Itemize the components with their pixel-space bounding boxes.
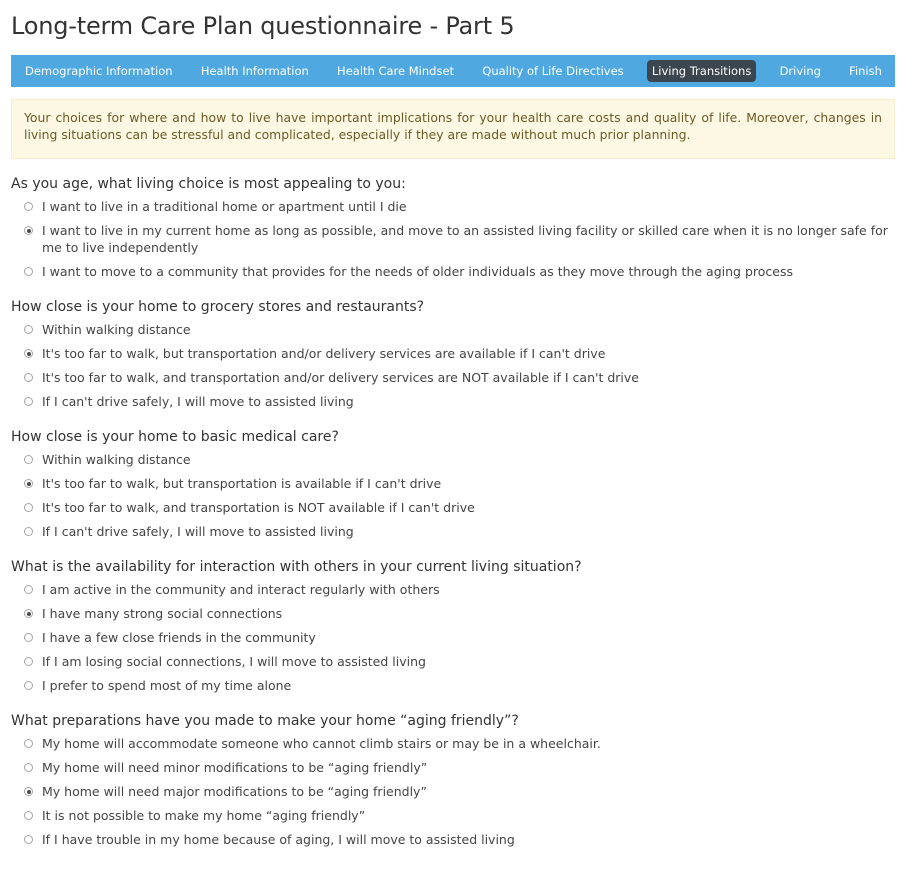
radio-button[interactable] xyxy=(24,739,33,748)
page-title: Long-term Care Plan questionnaire - Part 5 xyxy=(11,12,515,40)
question-living-choice xyxy=(11,176,895,280)
radio-option[interactable] xyxy=(11,807,895,824)
question-title: What preparations have you made to make your home “aging friendly”? xyxy=(11,713,519,729)
question-aging-friendly-home xyxy=(11,713,895,848)
radio-label: Within walking distance xyxy=(42,322,191,337)
question-grocery-distance xyxy=(11,299,895,410)
radio-label: If I am losing social connections, I will move to assisted living xyxy=(42,654,426,669)
radio-option[interactable] xyxy=(11,345,895,362)
question-title: How close is your home to grocery stores and restaurants? xyxy=(11,299,425,315)
radio-button[interactable] xyxy=(24,633,33,642)
radio-label: If I can't drive safely, I will move to assisted living xyxy=(42,524,354,539)
radio-button[interactable] xyxy=(24,226,33,235)
radio-option[interactable] xyxy=(11,581,895,598)
radio-option[interactable] xyxy=(11,393,895,410)
radio-button[interactable] xyxy=(24,811,33,820)
radio-button[interactable] xyxy=(24,527,33,536)
nav-item-health-care-mindset[interactable]: Health Care Mindset xyxy=(337,64,455,78)
radio-option[interactable] xyxy=(11,831,895,848)
radio-label: I want to live in my current home as long as possible, and move to an assisted living facility or skilled care when it is no longer safe for me to live independently xyxy=(42,223,888,255)
radio-label: It's too far to walk, but transportation and/or delivery services are available if I can't drive xyxy=(42,346,606,361)
nav-item-living-transitions[interactable]: Living Transitions xyxy=(647,60,756,82)
radio-option[interactable] xyxy=(11,605,895,622)
radio-option[interactable] xyxy=(11,735,895,752)
radio-option[interactable] xyxy=(11,499,895,516)
radio-option[interactable] xyxy=(11,222,895,256)
radio-option[interactable] xyxy=(11,369,895,386)
nav-item-quality-of-life-directives[interactable]: Quality of Life Directives xyxy=(482,64,624,78)
question-medical-care-distance xyxy=(11,429,895,540)
radio-button[interactable] xyxy=(24,397,33,406)
radio-label: It's too far to walk, but transportation is available if I can't drive xyxy=(42,476,442,491)
question-social-interaction xyxy=(11,559,895,694)
radio-option[interactable] xyxy=(11,198,895,215)
radio-label: It's too far to walk, and transportation and/or delivery services are NOT available if I can't drive xyxy=(42,370,639,385)
radio-button[interactable] xyxy=(24,763,33,772)
radio-button[interactable] xyxy=(24,267,33,276)
radio-label: If I have trouble in my home because of aging, I will move to assisted living xyxy=(42,832,515,847)
radio-label: My home will need minor modifications to be “aging friendly” xyxy=(42,760,428,775)
radio-button[interactable] xyxy=(24,585,33,594)
radio-button[interactable] xyxy=(24,479,33,488)
question-title: How close is your home to basic medical care? xyxy=(11,429,339,445)
radio-label: I want to live in a traditional home or apartment until I die xyxy=(42,199,407,214)
radio-option[interactable] xyxy=(11,523,895,540)
radio-button[interactable] xyxy=(24,609,33,618)
radio-option[interactable] xyxy=(11,759,895,776)
radio-option[interactable] xyxy=(11,653,895,670)
question-title: What is the availability for interaction with others in your current living situation? xyxy=(11,559,582,575)
radio-label: It's too far to walk, and transportation is NOT available if I can't drive xyxy=(42,500,475,515)
wizard-nav xyxy=(11,55,895,87)
radio-label: I prefer to spend most of my time alone xyxy=(42,678,292,693)
radio-option[interactable] xyxy=(11,263,895,280)
radio-button[interactable] xyxy=(24,657,33,666)
radio-button[interactable] xyxy=(24,202,33,211)
radio-button[interactable] xyxy=(24,503,33,512)
nav-item-health-information[interactable]: Health Information xyxy=(200,64,309,78)
radio-button[interactable] xyxy=(24,455,33,464)
radio-label: I want to move to a community that provides for the needs of older individuals as they move through the aging process xyxy=(42,264,793,279)
radio-option[interactable] xyxy=(11,451,895,468)
radio-label: If I can't drive safely, I will move to assisted living xyxy=(42,394,354,409)
radio-button[interactable] xyxy=(24,681,33,690)
radio-label: My home will accommodate someone who cannot climb stairs or may be in a wheelchair. xyxy=(42,736,601,751)
radio-option[interactable] xyxy=(11,629,895,646)
radio-label: I have a few close friends in the community xyxy=(42,630,316,645)
radio-button[interactable] xyxy=(24,349,33,358)
radio-button[interactable] xyxy=(24,787,33,796)
question-title: As you age, what living choice is most appealing to you: xyxy=(11,176,406,192)
nav-item-finish[interactable]: Finish xyxy=(849,64,882,78)
radio-label: My home will need major modifications to be “aging friendly” xyxy=(42,784,427,799)
radio-button[interactable] xyxy=(24,373,33,382)
radio-label: I have many strong social connections xyxy=(42,606,283,621)
radio-label: Within walking distance xyxy=(42,452,191,467)
radio-button[interactable] xyxy=(24,325,33,334)
radio-option[interactable] xyxy=(11,321,895,338)
radio-option[interactable] xyxy=(11,475,895,492)
nav-item-demographic-information[interactable]: Demographic Information xyxy=(25,64,173,78)
radio-label: I am active in the community and interact regularly with others xyxy=(42,582,440,597)
radio-option[interactable] xyxy=(11,677,895,694)
nav-item-driving[interactable]: Driving xyxy=(779,64,821,78)
radio-option[interactable] xyxy=(11,783,895,800)
radio-label: It is not possible to make my home “aging friendly” xyxy=(42,808,366,823)
info-alert: Your choices for where and how to live have important implications for your health care costs and quality of life. Moreover, changes in living situations can be stressful and complicated, especially if they are made without much prior planning. xyxy=(11,99,895,159)
radio-button[interactable] xyxy=(24,835,33,844)
